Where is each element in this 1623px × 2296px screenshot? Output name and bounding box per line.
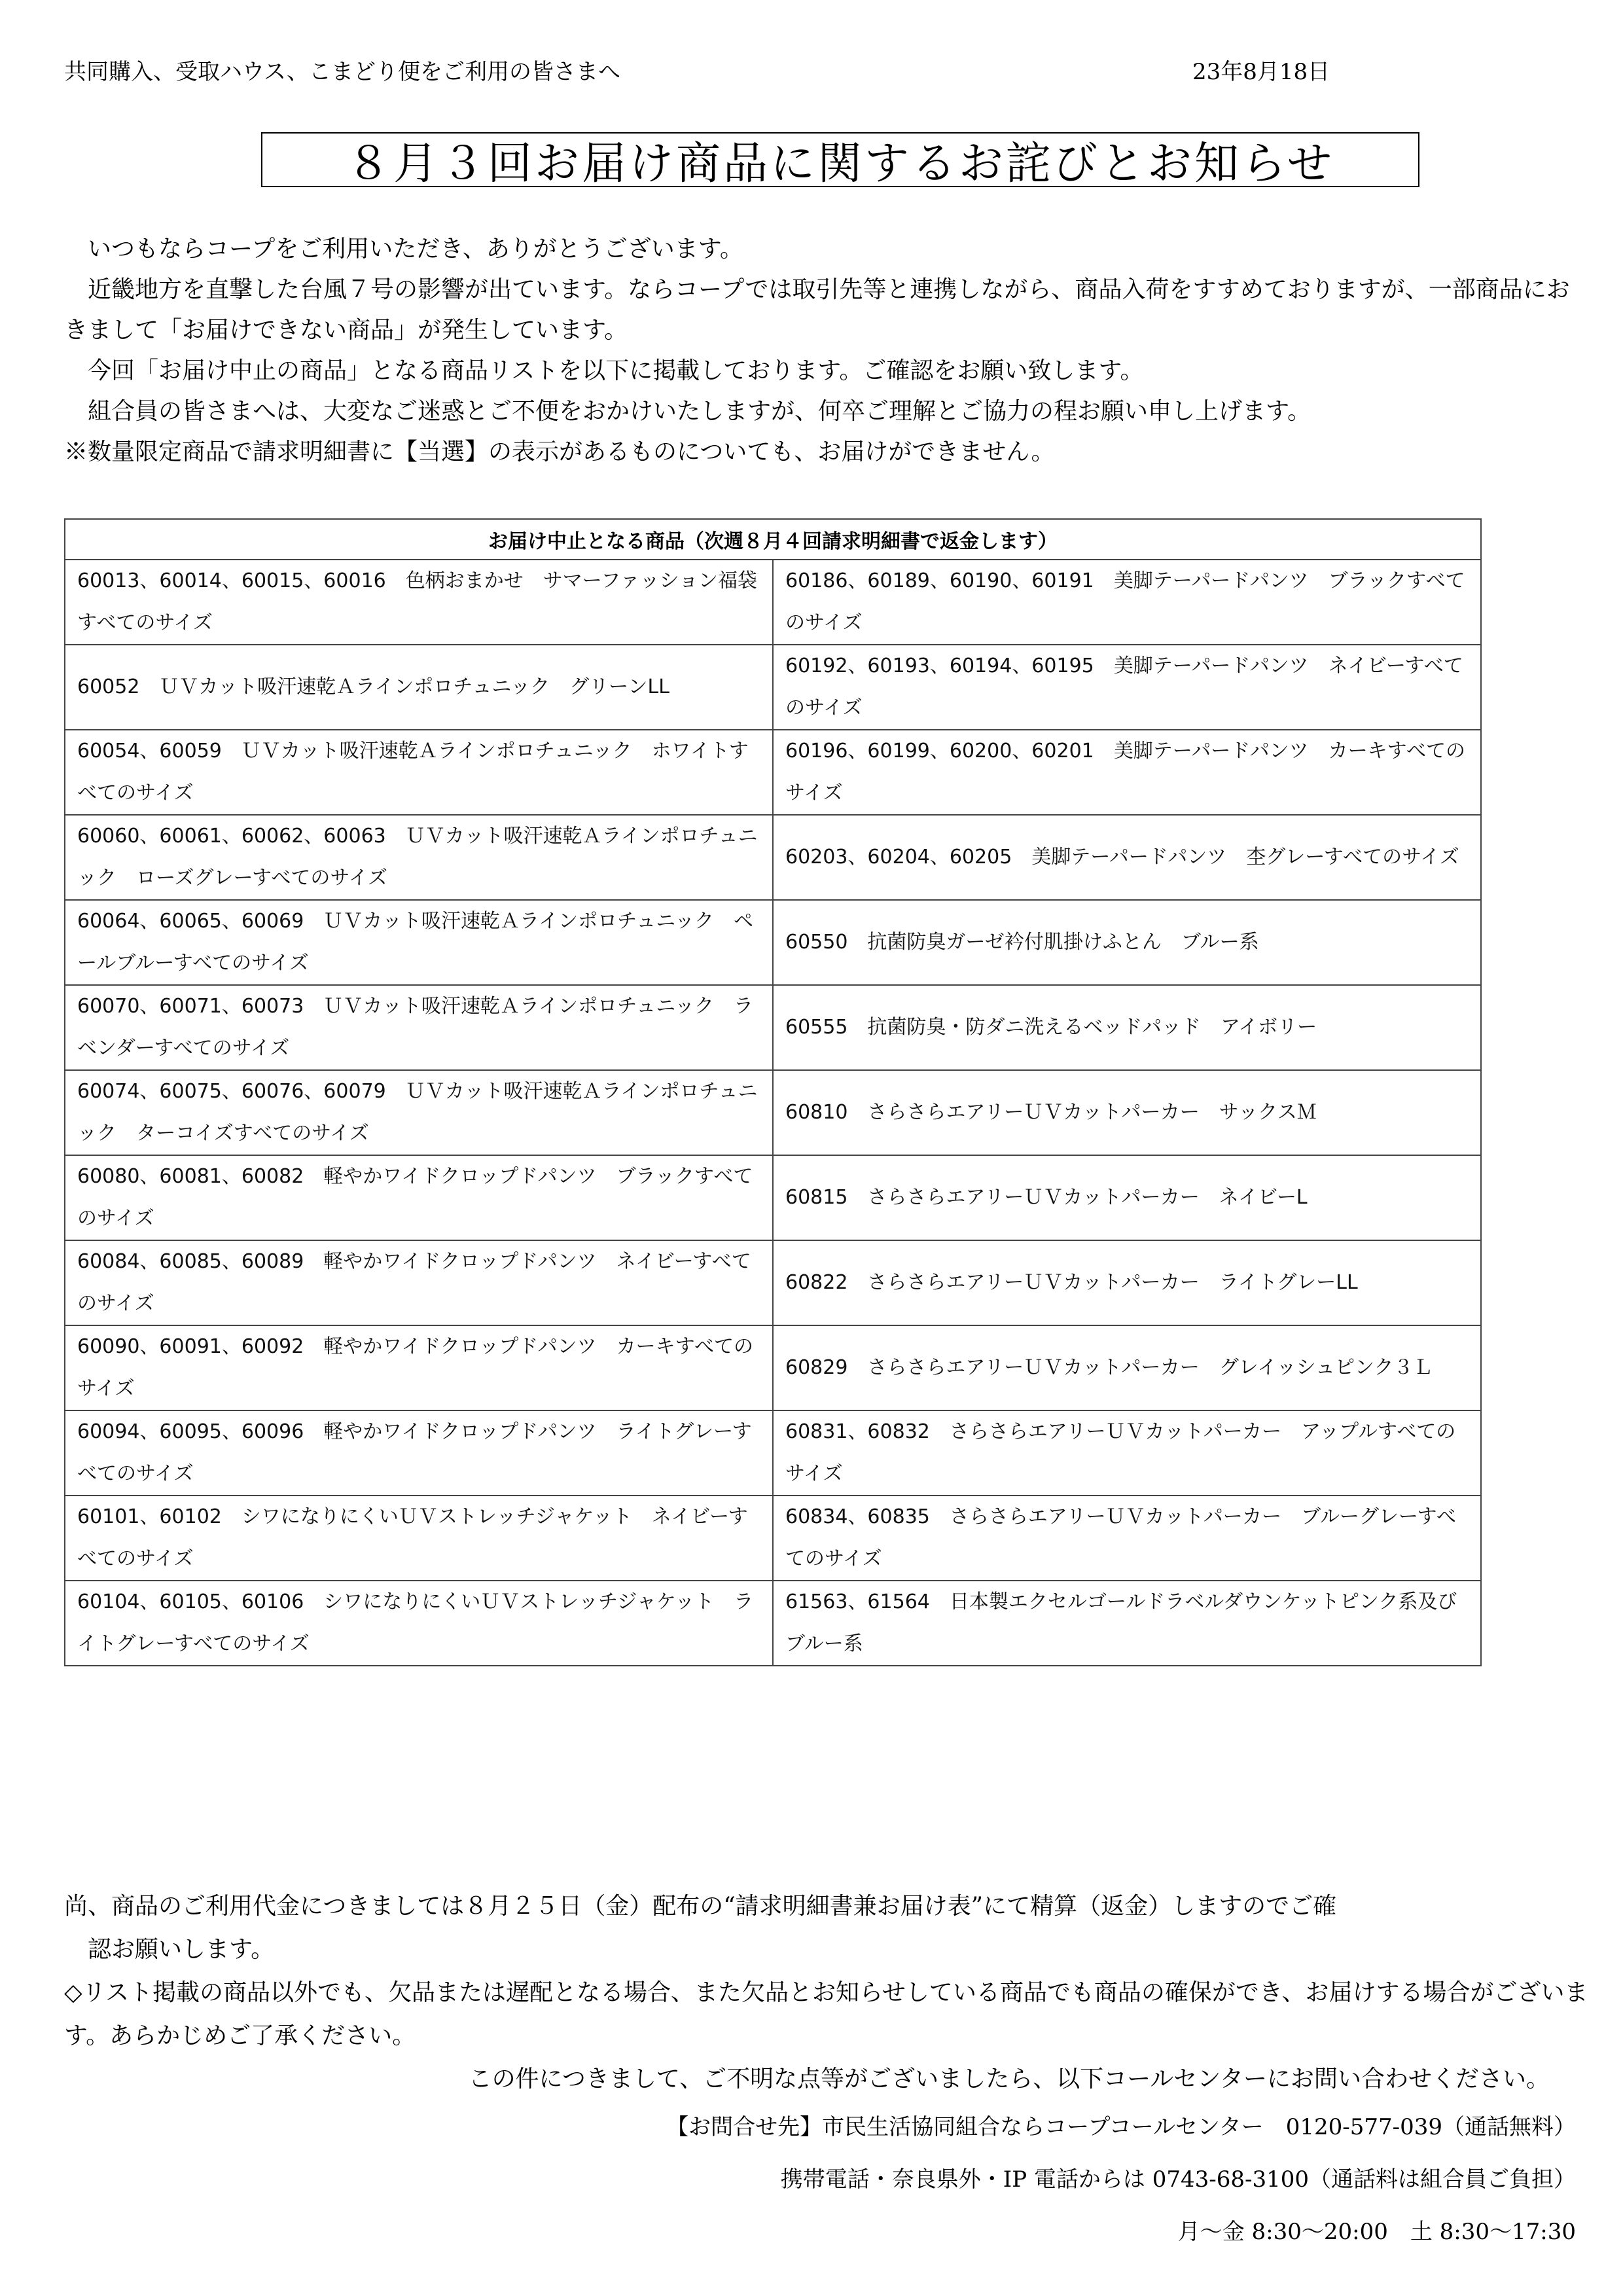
table-cell: 60074、60075、60076、60079 ＵＶカット吸汗速乾Ａラインポロチュニック ターコイズすべてのサイズ [65, 1070, 773, 1155]
table-cell: 60186、60189、60190、60191 美脚テーパードパンツ ブラックすべてのサイズ [773, 560, 1481, 645]
intro-apology: 組合員の皆さまへは、大変なご迷惑とご不便をおかけいたしますが、何卒ご理解とご協力の程お願い申し上げます。 [88, 398, 1311, 425]
table-cell: 60060、60061、60062、60063 ＵＶカット吸汗速乾Ａラインポロチュニック ローズグレーすべてのサイズ [65, 815, 773, 900]
title-box [261, 132, 1419, 190]
table-cell: 60192、60193、60194、60195 美脚テーパードパンツ ネイビーすべてのサイズ [773, 645, 1481, 730]
contact-line-mobile: 携帯電話・奈良県外・IP 電話からは 0743-68-3100（通話料は組合員ご負担） [780, 2166, 1576, 2193]
table-row [65, 1070, 1481, 1155]
table-cell: 60094、60095、60096 軽やかワイドクロップドパンツ ライトグレーすべてのサイズ [65, 1410, 773, 1496]
table-row [65, 1496, 1481, 1581]
table-cell: 60815 さらさらエアリーＵＶカットパーカー ネイビーL [773, 1155, 1481, 1240]
table-cell: 60810 さらさらエアリーＵＶカットパーカー サックスＭ [773, 1070, 1481, 1155]
table-row [65, 815, 1481, 900]
intro-typhoon: 近畿地方を直撃した台風７号の影響が出ています。ならコープでは取引先等と連携しながら、商品入荷をすすめておりますが、一部商品におきまして「お届けできない商品」が発生しています。 [64, 276, 1570, 344]
intro-greeting: いつもならコープをご利用いただき、ありがとうございます。 [88, 236, 743, 262]
table-row [65, 1240, 1481, 1325]
table-row [65, 1581, 1481, 1666]
contact-info [666, 2101, 1576, 2258]
table-cell: 60203、60204、60205 美脚テーパードパンツ 杢グレーすべてのサイズ [773, 815, 1481, 900]
inquiry-note: この件につきまして、ご不明な点等がございましたら、以下コールセンターにお問い合わせください。 [468, 2066, 1550, 2092]
table-cell: 60054、60059 ＵＶカット吸汗速乾Ａラインポロチュニック ホワイトすべてのサイズ [65, 730, 773, 815]
contact-line-center: 【お問合せ先】市民生活協同組合ならコープコールセンター 0120-577-039（通話無料） [666, 2114, 1576, 2140]
table-header: お届け中止となる商品（次週８月４回請求明細書で返金します） [65, 519, 1481, 560]
table-cell: 60822 さらさらエアリーＵＶカットパーカー ライトグレーLL [773, 1240, 1481, 1325]
table-row [65, 645, 1481, 730]
table-row [65, 730, 1481, 815]
table-cell: 60555 抗菌防臭・防ダニ洗えるベッドパッド アイボリー [773, 985, 1481, 1070]
table-row [65, 1410, 1481, 1496]
table-row [65, 900, 1481, 985]
refund-note-line1: 尚、商品のご利用代金につきましては８月２５日（金）配布の“請求明細書兼お届け表”にて精算（返金）しますのでご確 [64, 1893, 1337, 1920]
table-row [65, 560, 1481, 645]
table-cell: 60052 ＵＶカット吸汗速乾Ａラインポロチュニック グリーンLL [65, 645, 773, 730]
table-cell: 60084、60085、60089 軽やかワイドクロップドパンツ ネイビーすべてのサイズ [65, 1240, 773, 1325]
table-cell: 60013、60014、60015、60016 色柄おまかせ サマーファッション福袋 すべてのサイズ [65, 560, 773, 645]
table-cell: 60104、60105、60106 シワになりにくいＵＶストレッチジャケット ライトグレーすべてのサイズ [65, 1581, 773, 1666]
table-cell: 60101、60102 シワになりにくいＵＶストレッチジャケット ネイビーすべてのサイズ [65, 1496, 773, 1581]
intro [64, 229, 1582, 473]
table-cell: 60834、60835 さらさらエアリーＵＶカットパーカー ブルーグレーすべてのサイズ [773, 1496, 1481, 1581]
table-cell: 60831、60832 さらさらエアリーＵＶカットパーカー アップルすべてのサイズ [773, 1410, 1481, 1496]
cancelled-items-table [64, 518, 1482, 1666]
refund-note-line2: 認お願いします。 [88, 1936, 275, 1963]
table-cell: 60080、60081、60082 軽やかワイドクロップドパンツ ブラックすべてのサイズ [65, 1155, 773, 1240]
table-row [65, 985, 1481, 1070]
table-cell: 60064、60065、60069 ＵＶカット吸汗速乾Ａラインポロチュニック ペールブルーすべてのサイズ [65, 900, 773, 985]
footer-notes [64, 1885, 1589, 2101]
table-cell: 60090、60091、60092 軽やかワイドクロップドパンツ カーキすべてのサイズ [65, 1325, 773, 1410]
intro-list-notice: 今回「お届け中止の商品」となる商品リストを以下に掲載しております。ご確認をお願い致します。 [88, 357, 1144, 384]
stock-note: ◇リスト掲載の商品以外でも、欠品または遅配となる場合、また欠品とお知らせしている商品でも商品の確保ができ、お届けする場合がございます。あらかじめご了承ください。 [64, 1979, 1588, 2049]
contact-hours: 月～金 8:30～20:00 土 8:30～17:30 [1177, 2219, 1576, 2245]
addressee: 共同購入、受取ハウス、こまどり便をご利用の皆さまへ [64, 59, 620, 85]
table-cell: 60196、60199、60200、60201 美脚テーパードパンツ カーキすべてのサイズ [773, 730, 1481, 815]
table-row [65, 1325, 1481, 1410]
table-cell: 60070、60071、60073 ＵＶカット吸汗速乾Ａラインポロチュニック ラベンダーすべてのサイズ [65, 985, 773, 1070]
intro-limited-note: ※数量限定商品で請求明細書に【当選】の表示があるものについても、お届けができません。 [64, 439, 1055, 465]
table-cell: 61563、61564 日本製エクセルゴールドラベルダウンケットピンク系及びブルー系 [773, 1581, 1481, 1666]
refund-note [64, 1885, 1589, 1928]
table-cell: 60550 抗菌防臭ガーゼ衿付肌掛けふとん ブルー系 [773, 900, 1481, 985]
date: 23年8月18日 [1192, 59, 1330, 85]
page-title: ８月３回お届け商品に関するお詫びとお知らせ [346, 137, 1334, 190]
table-cell: 60829 さらさらエアリーＵＶカットパーカー グレイッシュピンク３Ｌ [773, 1325, 1481, 1410]
table-row [65, 1155, 1481, 1240]
